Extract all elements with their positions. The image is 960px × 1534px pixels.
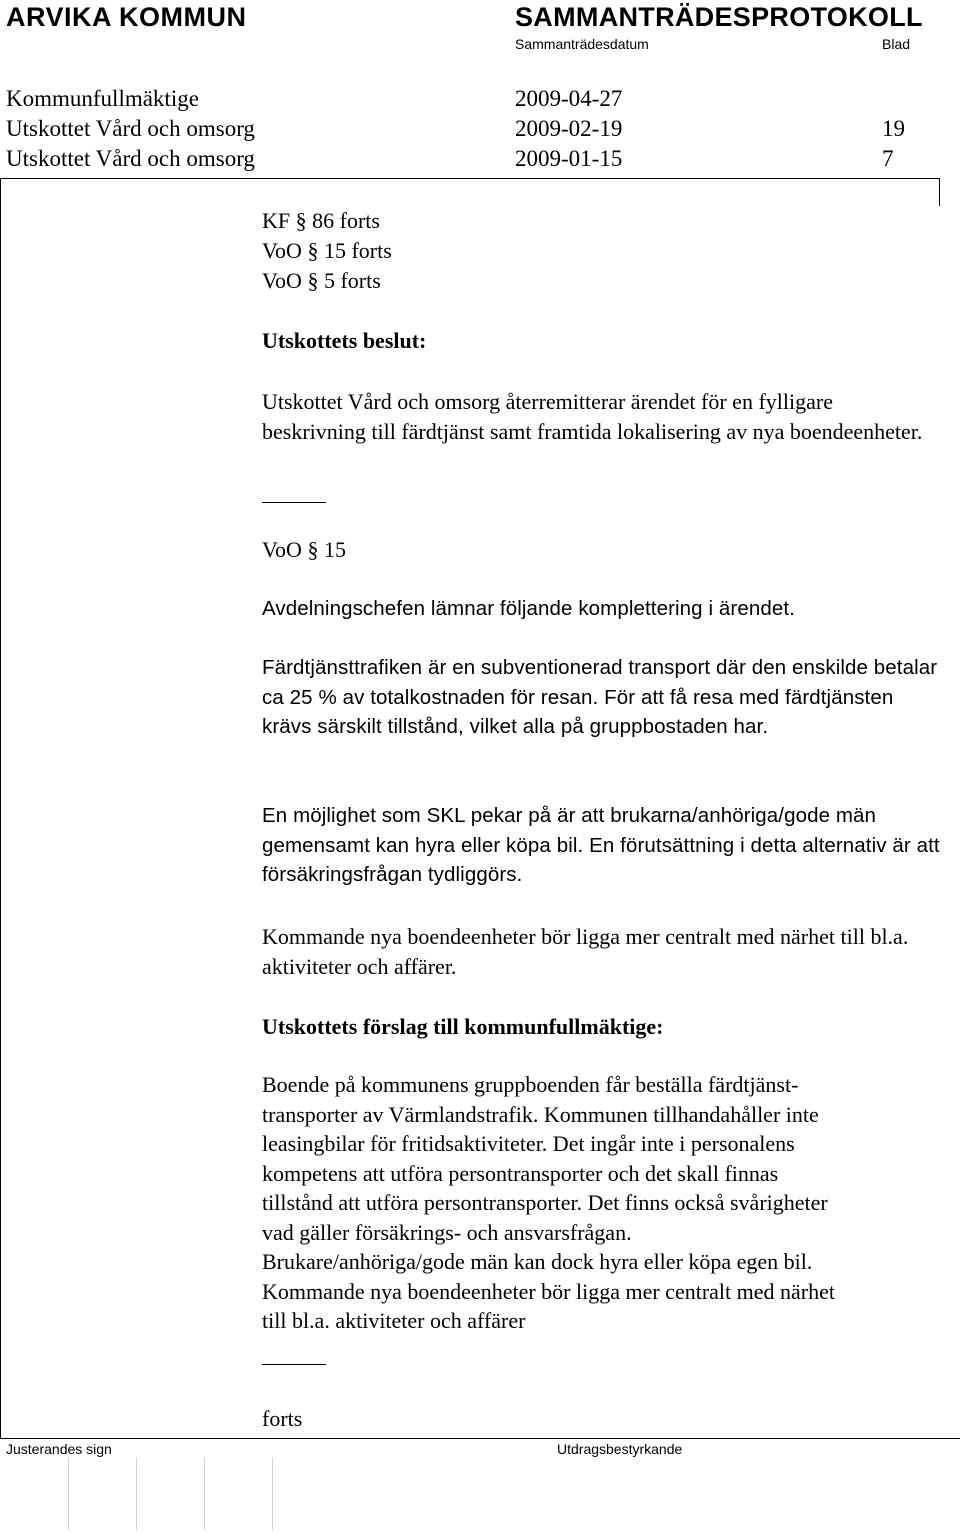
meta-body-voo-1: Utskottet Vård och omsorg bbox=[6, 116, 255, 141]
meta-date-voo-1: 2009-02-19 bbox=[515, 116, 623, 141]
skl-paragraph: En möjlighet som SKL pekar på är att brukarna/anhöriga/gode män gemensamt kan hyra eller köpa bil. En förutsättning i detta alternativ är att försäkringsfrågan tydliggörs. bbox=[262, 804, 940, 886]
proposal-line: Brukare/anhöriga/gode män kan dock hyra eller köpa egen bil. bbox=[262, 1249, 813, 1274]
meta-date-voo-2: 2009-01-15 bbox=[515, 146, 623, 171]
document-type: SAMMANTRÄDESPROTOKOLL bbox=[515, 2, 923, 32]
frame-left-line bbox=[0, 178, 1, 1438]
signature-box-divider bbox=[136, 1458, 137, 1530]
meta-page-voo-2: 7 bbox=[882, 146, 894, 171]
org-name: ARVIKA KOMMUN bbox=[6, 2, 247, 32]
proposal-text bbox=[262, 1070, 942, 1336]
proposal-line: kompetens att utföra persontransporter och det skall finnas bbox=[262, 1160, 779, 1186]
footer-line bbox=[0, 1438, 960, 1439]
separator-rule bbox=[262, 502, 326, 503]
section-reference: VoO § 15 bbox=[262, 537, 346, 562]
continued-label: forts bbox=[262, 1406, 303, 1431]
proposal-line: transporter av Värmlandstrafik. Kommunen tillhandahåller inte bbox=[262, 1101, 819, 1127]
decision-heading: Utskottets beslut: bbox=[262, 328, 427, 353]
extract-label: Utdragsbestyrkande bbox=[557, 1441, 683, 1457]
proposal-heading: Utskottets förslag till kommunfullmäktige: bbox=[262, 1014, 664, 1039]
meeting-date-label: Sammanträdesdatum bbox=[515, 36, 649, 52]
meta-body-voo-2: Utskottet Vård och omsorg bbox=[6, 146, 255, 171]
proposal-line: Boende på kommunens gruppboenden får beställa färdtjänst- bbox=[262, 1072, 799, 1097]
housing-paragraph: Kommande nya boendeenheter bör ligga mer centralt med närhet till bl.a. aktiviteter och affärer. bbox=[262, 924, 909, 979]
proposal-line: tillstånd att utföra persontransporter. Det finns också svårigheter bbox=[262, 1190, 828, 1215]
transport-paragraph: Färdtjänsttrafiken är en subventionerad transport där den enskilde betalar ca 25 % av totalkostnaden för resan. För att få resa med färdtjänsten krävs särskilt tillstånd, vilket alla på gruppbostaden har. bbox=[262, 656, 938, 738]
signature-box-divider bbox=[68, 1458, 69, 1530]
decision-text: Utskottet Vård och omsorg återremitterar ärendet för en fylligare beskrivning till färdtjänst samt framtida lokalisering av nya boendeenheter. bbox=[262, 389, 923, 444]
frame-right-tick bbox=[939, 178, 940, 206]
signature-label: Justerandes sign bbox=[6, 1441, 112, 1457]
meta-page-voo-1: 19 bbox=[882, 116, 905, 141]
signature-box-divider bbox=[272, 1458, 273, 1530]
meta-date-kf: 2009-04-27 bbox=[515, 86, 623, 111]
intro-paragraph: Avdelningschefen lämnar följande komplettering i ärendet. bbox=[262, 597, 795, 620]
reference-voo-15: VoO § 15 forts bbox=[262, 238, 392, 263]
frame-top-line bbox=[0, 178, 940, 179]
proposal-line: vad gäller försäkrings- och ansvarsfrågan. bbox=[262, 1219, 632, 1245]
reference-voo-5: VoO § 5 forts bbox=[262, 268, 381, 293]
proposal-line: till bl.a. aktiviteter och affärer bbox=[262, 1308, 526, 1333]
proposal-line: leasingbilar för fritidsaktiviteter. Det ingår inte i personalens bbox=[262, 1131, 795, 1156]
proposal-line: Kommande nya boendeenheter bör ligga mer centralt med närhet bbox=[262, 1278, 835, 1304]
signature-box-divider bbox=[204, 1458, 205, 1530]
meta-body-kf: Kommunfullmäktige bbox=[6, 86, 199, 111]
separator-rule-2 bbox=[262, 1364, 326, 1365]
page-label: Blad bbox=[882, 36, 911, 52]
reference-kf: KF § 86 forts bbox=[262, 208, 380, 233]
